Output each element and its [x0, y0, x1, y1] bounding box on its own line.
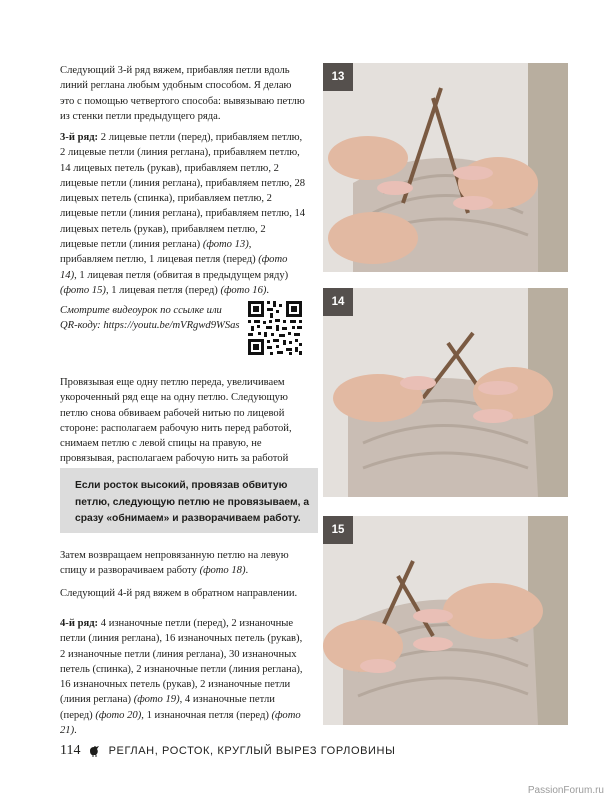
row3-photo-ref-15: (фото 15) — [60, 284, 106, 296]
photo-13 — [323, 63, 568, 272]
video-link-text[interactable]: Смотрите видеоурок по ссылке или QR-коду: https://youtu.be/mVRgwd9WSas — [60, 305, 240, 332]
row3-paragraph — [60, 130, 306, 298]
note-box — [60, 468, 318, 533]
intro-paragraph — [60, 63, 306, 124]
row4-photo-ref-19: (фото 19) — [133, 694, 180, 706]
intro-text: Следующий 3-й ряд вяжем, прибавляя петли вдоль линий реглана любым удобным способом. Я делаю это с помощью четвертого способа: вывязываю петлю из стенки петли предыдущего ряда. — [60, 65, 305, 122]
row4-text-a: 4 изнаночные петли (перед), 2 изнаночные петли (линия реглана), 16 изнаночных петель (рукав), 2 изнаночные петли (линия реглана), 30 изнаночных петель (спинка), 2 изнаночные петли (линия реглана), 16 изнаночных петель (рукав), 2 изнаночные петли (линия реглана) — [60, 618, 303, 706]
row4-paragraph — [60, 616, 306, 738]
qr-code-icon[interactable] — [246, 299, 304, 357]
row4-intro-paragraph — [60, 586, 306, 601]
knitting-hands-photo — [323, 63, 568, 272]
chapter-title: РЕГЛАН, РОСТОК, КРУГЛЫЙ ВЫРЕЗ ГОРЛОВИНЫ — [108, 745, 396, 757]
row3-photo-ref-14: (фото 14) — [60, 254, 288, 281]
page-number: 114 — [60, 743, 81, 758]
knitting-hands-photo — [323, 516, 568, 725]
photo-13-badge: 13 — [323, 63, 353, 91]
row3-photo-ref-13: (фото 13) — [202, 239, 249, 251]
turn-paragraph — [60, 375, 306, 482]
return-photo-ref-18: (фото 18) — [199, 565, 246, 577]
row3-text-e: . — [266, 284, 270, 296]
row3-text-b: , прибавляем петлю, 1 лицевая петля (перед) — [60, 239, 259, 266]
row4-text-d: . — [74, 725, 77, 737]
return-end: . — [245, 565, 249, 577]
row4-text-b: , 4 изнаночные петли (перед) — [60, 694, 275, 721]
note-text: Если росток высокий, провязав обвитую петлю, следующую петлю не провязываем, а сразу «обнимаем» и разворачиваем работу. — [75, 480, 310, 524]
row3-text-c: , 1 лицевая петля (обвитая в предыдущем ряду) — [74, 269, 289, 281]
row3-text-d: , 1 лицевая петля (перед) — [105, 284, 221, 296]
row4-label: 4-й ряд: — [60, 618, 99, 629]
row4-photo-ref-20: (фото 20) — [95, 709, 142, 721]
watermark: PassionForum.ru — [527, 785, 604, 796]
row3-label: 3-й ряд: — [60, 132, 99, 143]
photo-15 — [323, 516, 568, 725]
video-block — [60, 299, 310, 361]
row4-intro-text: Следующий 4-й ряд вяжем в обратном направлении. — [60, 588, 298, 599]
knitting-hands-photo — [323, 288, 568, 497]
photo-14-badge: 14 — [323, 288, 353, 316]
photo-14 — [323, 288, 568, 497]
row3-text-a: 2 лицевые петли (перед), прибавляем петлю, 2 лицевые петли (линия реглана), прибавляем петлю, 14 лицевых петель (рукав), прибавляем петлю, 2 лицевые петли (линия реглана), прибавляем петлю, 28 лицевых петель (спинка), прибавляем петлю, 2 лицевые петли (линия реглана), прибавляем петлю, 14 лицевых петель (рукав), прибавляем петлю, 2 лицевые петли (линия реглана) — [60, 132, 306, 251]
return-paragraph — [60, 548, 306, 579]
row4-text-c: , 1 изнаночная петля (перед) — [141, 709, 272, 721]
hen-icon — [88, 745, 100, 757]
turn-text: Провязывая еще одну петлю переда, увеличиваем укороченный ряд еще на одну петлю. Следующую петлю снова обвиваем рабочей нитью по лицевой стороне: располагаем рабочую нить перед работой, снимаем петлю с левой спицы на правую, не провязывая, располагаем рабочую нить за работой — [60, 377, 292, 465]
return-text: Затем возвращаем непровязанную петлю на левую спицу и разворачиваем работу — [60, 550, 289, 577]
row4-photo-ref-21: (фото 21) — [60, 709, 301, 737]
row3-photo-ref-16: (фото 16) — [220, 284, 267, 296]
photo-15-badge: 15 — [323, 516, 353, 544]
page-footer — [60, 742, 395, 760]
